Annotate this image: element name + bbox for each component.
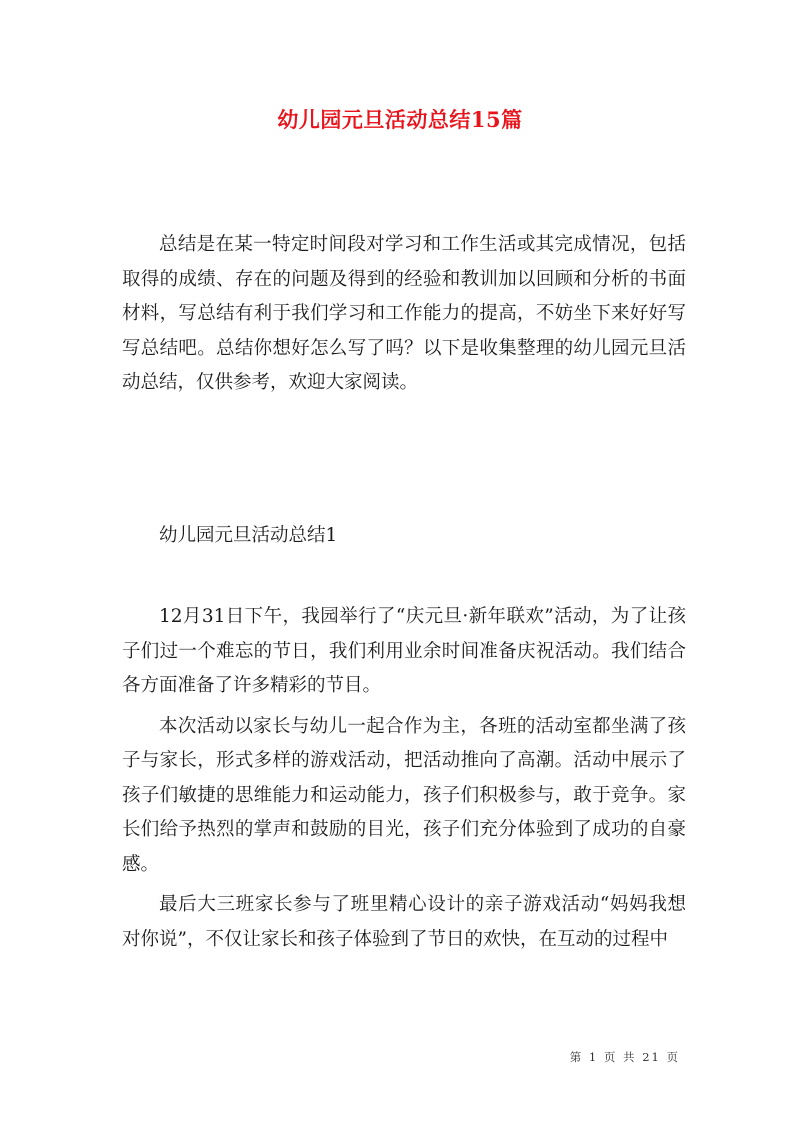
section-body [122,600,686,963]
document-title: 幼儿园元旦活动总结15篇 [277,107,523,132]
section-heading: 幼儿园元旦活动总结1 [159,525,338,546]
body-paragraph: 最后大三班家长参与了班里精心设计的亲子游戏活动“妈妈我想对你说”，不仅让家长和孩子体验到了节日的欢快，在互动的过程中 [122,894,686,950]
page-number-footer: 第 1 页 共 21 页 [569,1050,680,1064]
intro-paragraph: 总结是在某一特定时间段对学习和工作生活或其完成情况，包括取得的成绩、存在的问题及得到的经验和教训加以回顾和分析的书面材料，写总结有利于我们学习和工作能力的提高，不妨坐下来好好写写总结吧。总结你想好怎么写了吗？以下是收集整理的幼儿园元旦活动总结，仅供参考，欢迎大家阅读。 [122,234,686,393]
body-paragraph: 12月31日下午，我园举行了“庆元旦·新年联欢”活动，为了让孩子们过一个难忘的节日，我们利用业余时间准备庆祝活动。我们结合各方面准备了许多精彩的节目。 [122,606,686,696]
body-paragraph: 本次活动以家长与幼儿一起合作为主，各班的活动室都坐满了孩子与家长，形式多样的游戏活动，把活动推向了高潮。活动中展示了孩子们敏捷的思维能力和运动能力，孩子们积极参与，敢于竞争。家长们给予热烈的掌声和鼓励的目光，孩子们充分体验到了成功的自豪感。 [122,715,686,875]
